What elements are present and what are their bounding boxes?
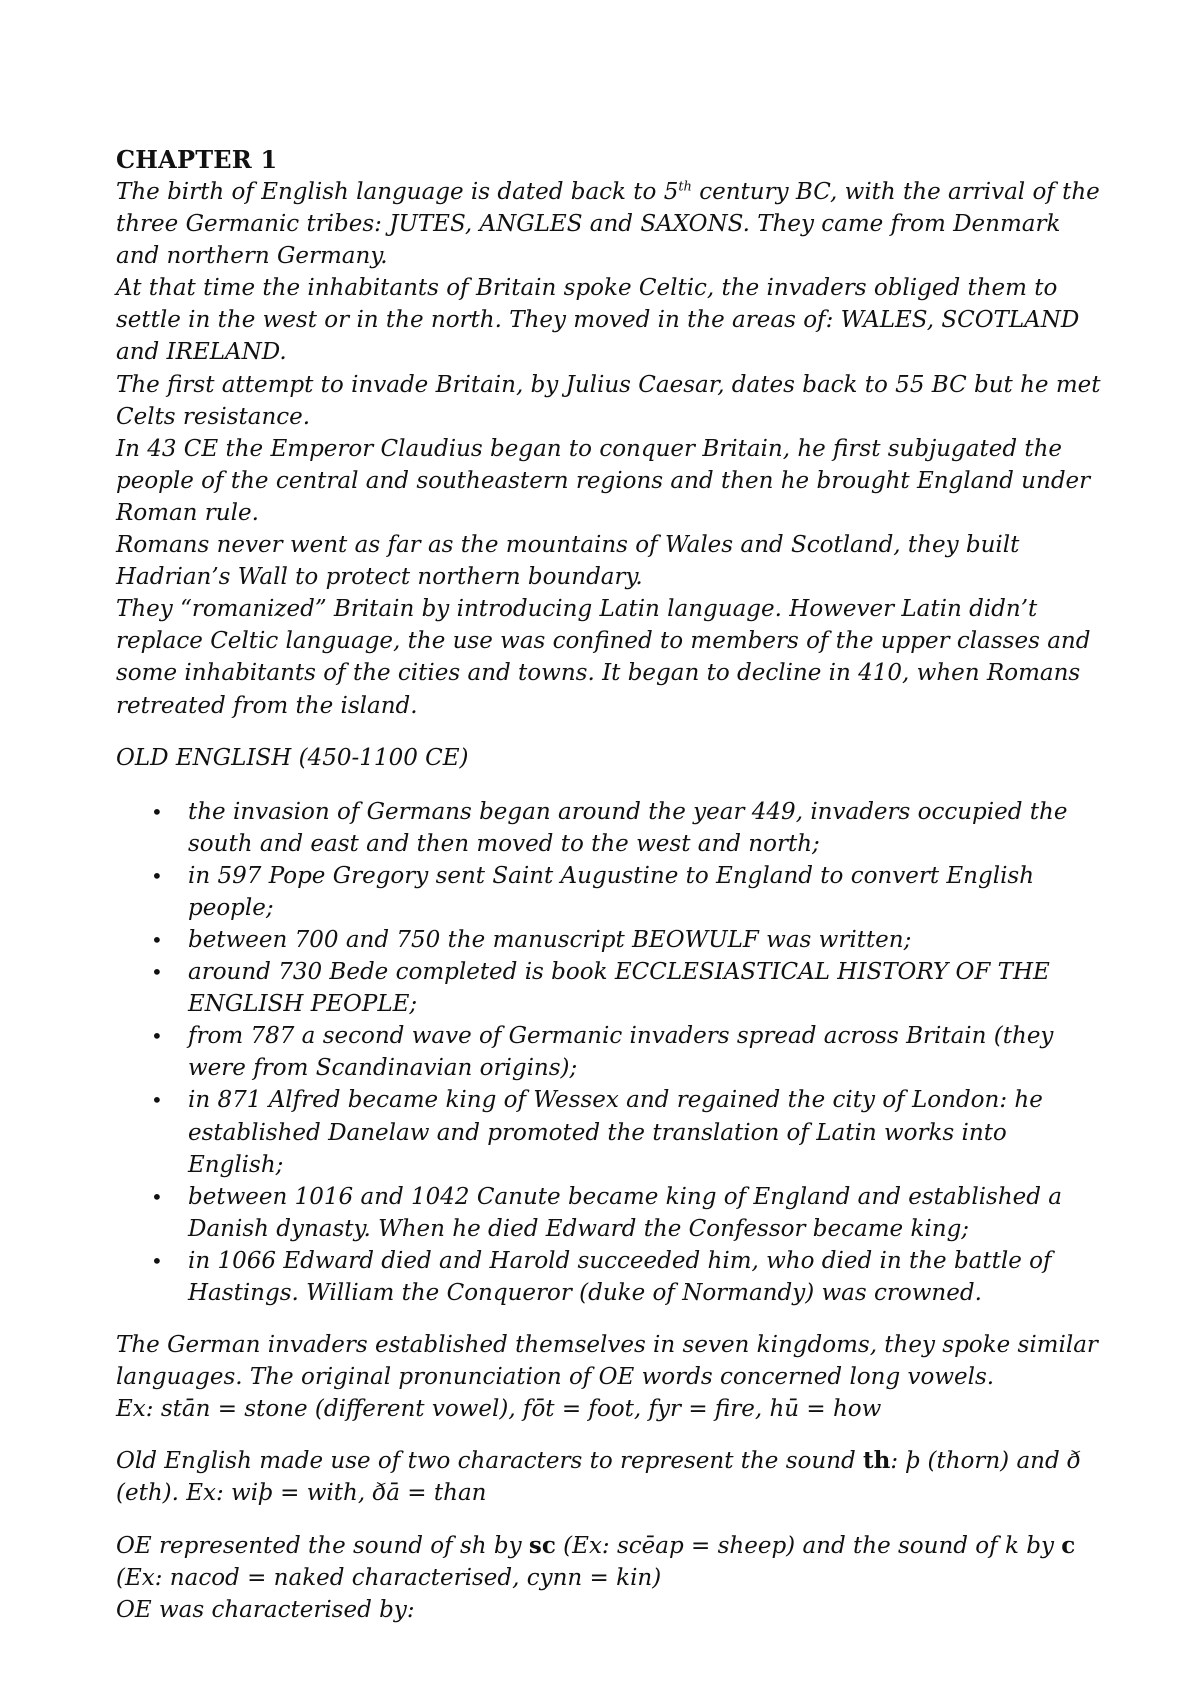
list-item bbox=[116, 860, 1106, 924]
characters-text-part: Old English made use of two characters to represent the sound bbox=[116, 1448, 864, 1475]
sounds-text-part: OE represented the sound of sh by bbox=[116, 1532, 529, 1559]
events-list bbox=[116, 796, 1106, 1310]
chapter-heading: CHAPTER 1 bbox=[116, 145, 278, 174]
list-item-text: in 597 Pope Gregory sent Saint Augustine to England to convert English people; bbox=[188, 862, 1035, 921]
list-item bbox=[116, 956, 1106, 1020]
intro-paragraph-caesar: The first attempt to invade Britain, by Julius Caesar, dates back to 55 BC but he met Celts resistance. bbox=[116, 371, 1101, 430]
sc-sound: sc bbox=[528, 1531, 556, 1559]
vowel-examples: Ex: stān = stone (different vowel), fōt = foot, fyr = fire, hū = how bbox=[116, 1396, 882, 1423]
bullet-icon: • bbox=[151, 960, 163, 985]
bullet-icon: • bbox=[151, 1088, 163, 1113]
list-item-text: from 787 a second wave of Germanic invaders spread across Britain (they were from Scandinavian origins); bbox=[188, 1023, 1054, 1082]
list-item bbox=[116, 1245, 1106, 1309]
intro-paragraph-latin: They “romanized” Britain by introducing Latin language. However Latin didn’t replace Celtic language, the use was confined to members of the upper classes and some inhabitants of the cities and towns. It began to decline in 410, when Romans retreated from the island. bbox=[116, 596, 1091, 719]
list-item bbox=[116, 1084, 1106, 1180]
list-item bbox=[116, 924, 1106, 956]
intro-paragraph-celtic: At that time the inhabitants of Britain spoke Celtic, the invaders obliged them to settle in the west or in the north. They moved in the areas of: WALES, SCOTLAND and IRELAND. bbox=[116, 275, 1080, 366]
bullet-icon: • bbox=[151, 1024, 163, 1049]
list-item bbox=[116, 796, 1106, 860]
bullet-icon: • bbox=[151, 863, 163, 888]
list-item bbox=[116, 1181, 1106, 1245]
list-item bbox=[116, 1020, 1106, 1084]
document-page bbox=[116, 144, 1106, 1626]
bullet-icon: • bbox=[151, 799, 163, 824]
list-item-text: in 1066 Edward died and Harold succeeded him, who died in the battle of Hastings. William the Conqueror (duke of Normandy) was crowned. bbox=[188, 1247, 1052, 1306]
characters-text-part: : þ (thorn) and ð (eth). Ex: wiþ = with, ðā = than bbox=[116, 1448, 1081, 1507]
list-item-text: between 1016 and 1042 Canute became king of England and established a Danish dynasty. When he died Edward the Confessor became king; bbox=[188, 1183, 1063, 1242]
kingdoms-paragraph: The German invaders established themselves in seven kingdoms, they spoke similar languages. The original pronunciation of OE words concerned long vowels. bbox=[116, 1332, 1098, 1391]
sounds-paragraph bbox=[116, 1530, 1106, 1594]
ordinal-suffix: th bbox=[678, 179, 692, 195]
list-item-text: around 730 Bede completed is book ECCLESIASTICAL HISTORY OF THE ENGLISH PEOPLE; bbox=[188, 959, 1050, 1018]
list-item-text: between 700 and 750 the manuscript BEOWULF was written; bbox=[188, 926, 912, 953]
characters-paragraph bbox=[116, 1445, 1106, 1509]
sounds-text-part: (Ex: scēap = sheep) and the sound of k by bbox=[555, 1532, 1062, 1559]
intro-text-part: century BC, with the arrival of the three Germanic tribes: JUTES, ANGLES and SAXONS. They came from Denmark and northern Germany. bbox=[116, 179, 1100, 270]
intro-paragraph-claudius: In 43 CE the Emperor Claudius began to conquer Britain, he first subjugated the people of the central and southeastern regions and then he brought England under Roman rule. bbox=[116, 435, 1091, 526]
list-item-text: in 871 Alfred became king of Wessex and regained the city of London: he established Danelaw and promoted the translation of Latin works into English; bbox=[188, 1087, 1043, 1178]
list-item-text: the invasion of Germans began around the year 449, invaders occupied the south and east and then moved to the west and north; bbox=[188, 798, 1068, 857]
th-sound: th bbox=[863, 1447, 891, 1475]
bullet-icon: • bbox=[151, 1248, 163, 1273]
intro-paragraph-origins bbox=[116, 176, 1106, 272]
section-title-old-english: OLD ENGLISH (450-1100 CE) bbox=[116, 744, 469, 771]
oe-characterised-line: OE was characterised by: bbox=[116, 1596, 415, 1623]
c-sound: c bbox=[1061, 1531, 1076, 1559]
intro-paragraph-hadrian: Romans never went as far as the mountains of Wales and Scotland, they built Hadrian’s Wall to protect northern boundary. bbox=[116, 532, 1020, 591]
sounds-text-part: (Ex: nacod = naked characterised, cynn = kin) bbox=[116, 1564, 662, 1591]
bullet-icon: • bbox=[151, 1184, 163, 1209]
intro-text-part: The birth of English language is dated back to 5 bbox=[116, 179, 679, 205]
bullet-icon: • bbox=[151, 927, 163, 952]
